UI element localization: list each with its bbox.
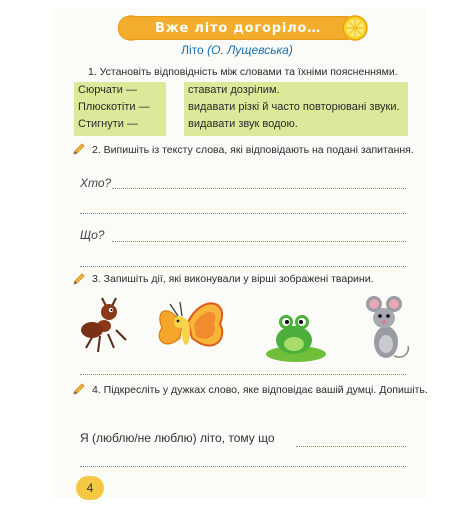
page-number-badge bbox=[76, 476, 104, 500]
task-1-title: 1. Установіть відповідність між словами та їхніми поясненнями. bbox=[88, 66, 398, 78]
header-banner bbox=[118, 16, 358, 40]
answer-line[interactable] bbox=[80, 213, 406, 214]
match-word: Сюрчати — bbox=[78, 84, 137, 96]
match-words bbox=[74, 82, 166, 136]
poem-title: Літо bbox=[181, 43, 204, 57]
pencil-icon bbox=[72, 272, 86, 286]
pencil-icon bbox=[72, 142, 86, 156]
match-meanings bbox=[184, 82, 408, 136]
animal-illustrations bbox=[0, 290, 474, 370]
poem-subtitle bbox=[0, 43, 474, 57]
poem-author: (О. Лущевська) bbox=[207, 43, 293, 57]
task-4-title: 4. Підкресліть у дужках слово, яке відповідає вашій думці. Допишіть. bbox=[92, 384, 428, 396]
match-meaning: видавати різкі й часто повторювані звуки. bbox=[188, 101, 400, 113]
question-who: Хто? bbox=[80, 176, 112, 190]
page-number: 4 bbox=[86, 481, 94, 495]
match-meaning: ставати дозрілим. bbox=[188, 84, 280, 96]
task-3-title: 3. Запишіть дії, які виконували у вірші зображені тварини. bbox=[92, 273, 374, 285]
pencil-icon bbox=[72, 382, 86, 396]
task-2-title: 2. Випишіть із тексту слова, які відповідають на подані запитання. bbox=[92, 144, 414, 156]
answer-line[interactable] bbox=[80, 466, 406, 467]
match-word: Стигнути — bbox=[78, 118, 138, 130]
question-what: Що? bbox=[80, 228, 105, 242]
match-word: Плюскотіти — bbox=[78, 101, 150, 113]
match-meaning: видавати звук водою. bbox=[188, 118, 298, 130]
butterfly-image bbox=[150, 294, 230, 362]
answer-line[interactable] bbox=[80, 266, 406, 267]
answer-line[interactable] bbox=[80, 374, 406, 375]
answer-line[interactable] bbox=[112, 241, 406, 242]
sentence-prompt: Я (люблю/не люблю) літо, тому що bbox=[80, 431, 275, 445]
frog-image bbox=[262, 306, 328, 362]
lemon-slice-icon bbox=[342, 15, 368, 41]
answer-line[interactable] bbox=[296, 446, 406, 447]
page-title: Вже літо догоріло… bbox=[155, 20, 321, 36]
mouse-image bbox=[364, 294, 412, 366]
answer-line[interactable] bbox=[112, 188, 406, 189]
ant-image bbox=[76, 296, 132, 360]
